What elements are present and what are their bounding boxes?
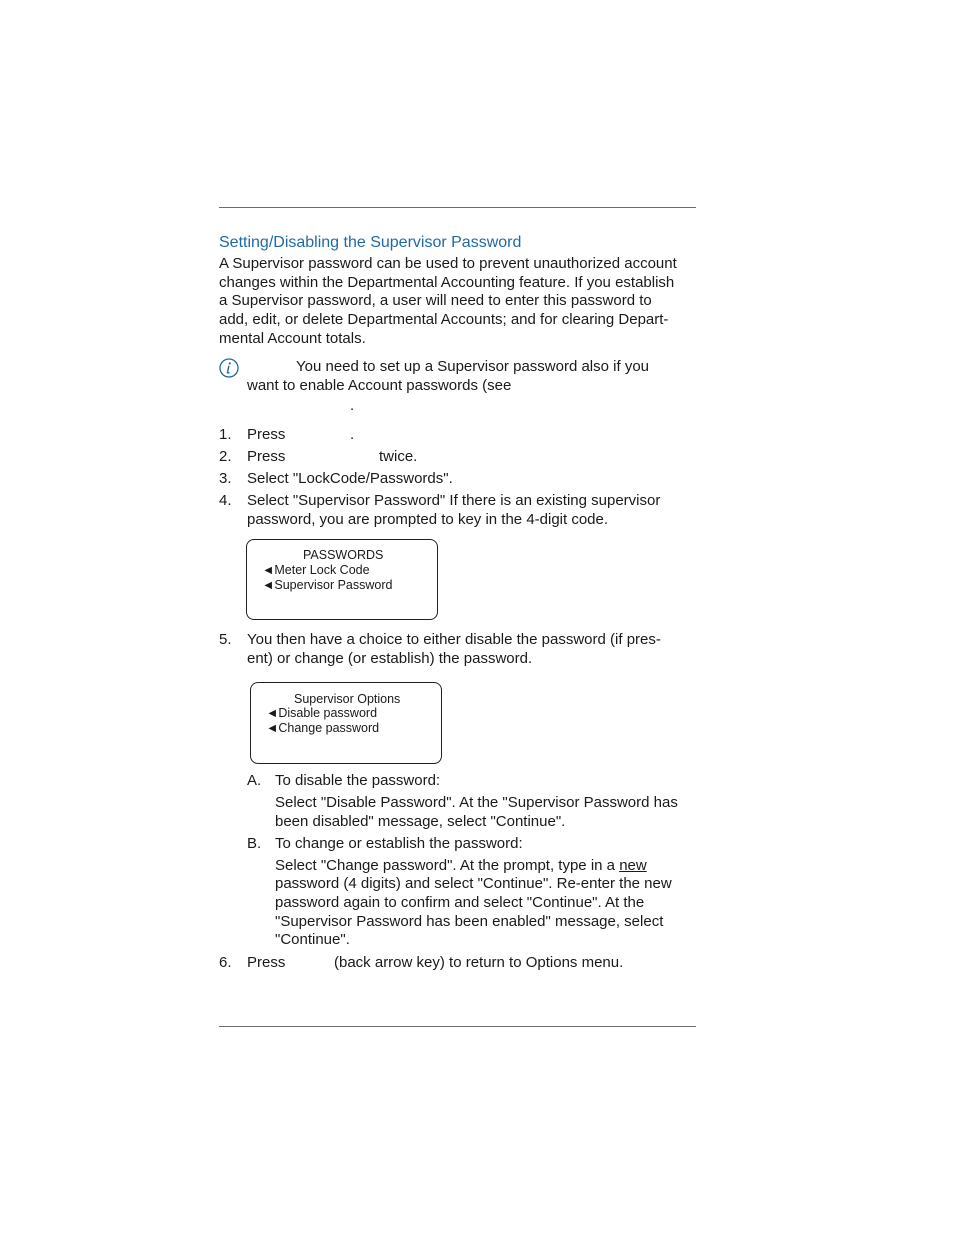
intro-line: mental Account totals.	[219, 329, 366, 347]
substep-label: To change or establish the password:	[275, 835, 523, 852]
intro-line: a Supervisor password, a user will need to enter this password to	[219, 292, 652, 310]
substep-letter: A.	[247, 772, 262, 789]
substep-text: "Continue".	[275, 931, 350, 948]
lcd-display-supervisor-options	[250, 682, 442, 764]
intro-line: add, edit, or delete Departmental Accounts; and for clearing Depart-	[219, 311, 669, 329]
substep-text: "Supervisor Password has been enabled" message, select	[275, 913, 664, 930]
substep-label: To disable the password:	[275, 772, 441, 789]
substep-text: password (4 digits) and select "Continue". Re-enter the new	[275, 875, 672, 892]
lcd-option: ◄Supervisor Password	[262, 578, 393, 592]
lcd-option: ◄Change password	[266, 721, 380, 735]
substep-text	[275, 857, 705, 876]
lcd-title: PASSWORDS	[303, 548, 384, 562]
substep-text: password again to confirm and select "Continue". At the	[275, 894, 645, 911]
step-text: Press	[247, 954, 286, 971]
step-number: 6.	[219, 954, 232, 971]
step-tail: twice.	[379, 448, 418, 465]
step-text: Select "Supervisor Password" If there is an existing supervisor	[247, 492, 661, 509]
section-heading: Setting/Disabling the Supervisor Password	[219, 234, 522, 251]
step-number: 5.	[219, 631, 232, 648]
intro-paragraph	[219, 255, 699, 349]
step-tail: .	[350, 426, 355, 443]
substep-text: been disabled" message, select "Continue".	[275, 813, 566, 830]
lcd-option: ◄Meter Lock Code	[262, 563, 370, 577]
note-line: .	[350, 397, 355, 414]
intro-line: A Supervisor password can be used to prevent unauthorized account	[219, 255, 677, 272]
substep-letter: B.	[247, 835, 262, 852]
top-rule	[219, 207, 696, 208]
note-line: You need to set up a Supervisor password also if you	[296, 358, 649, 375]
step-number: 2.	[219, 448, 232, 465]
step-tail: (back arrow key) to return to Options menu.	[334, 954, 624, 971]
intro-line: changes within the Departmental Accounting feature. If you establish	[219, 273, 675, 291]
bottom-rule	[219, 1026, 696, 1027]
lcd-display-passwords	[246, 539, 438, 620]
step-text: Press	[247, 448, 286, 465]
step-text: Press	[247, 426, 286, 443]
step-text: You then have a choice to either disable the password (if pres-	[247, 631, 661, 648]
note-line: want to enable Account passwords (see	[247, 377, 512, 394]
step-number: 3.	[219, 470, 232, 487]
step-text: Select "LockCode/Passwords".	[247, 470, 453, 487]
underlined-word: new	[619, 857, 647, 874]
step-text: password, you are prompted to key in the 4-digit code.	[247, 511, 609, 528]
substep-text-part: Select "Change password". At the prompt, type in a	[275, 857, 616, 874]
substep-text: Select "Disable Password". At the "Supervisor Password has	[275, 794, 678, 811]
lcd-title: Supervisor Options	[294, 692, 401, 706]
step-text: ent) or change (or establish) the password.	[247, 650, 533, 667]
info-icon	[219, 358, 239, 378]
lcd-option: ◄Disable password	[266, 706, 378, 720]
step-number: 4.	[219, 492, 232, 509]
step-number: 1.	[219, 426, 232, 443]
